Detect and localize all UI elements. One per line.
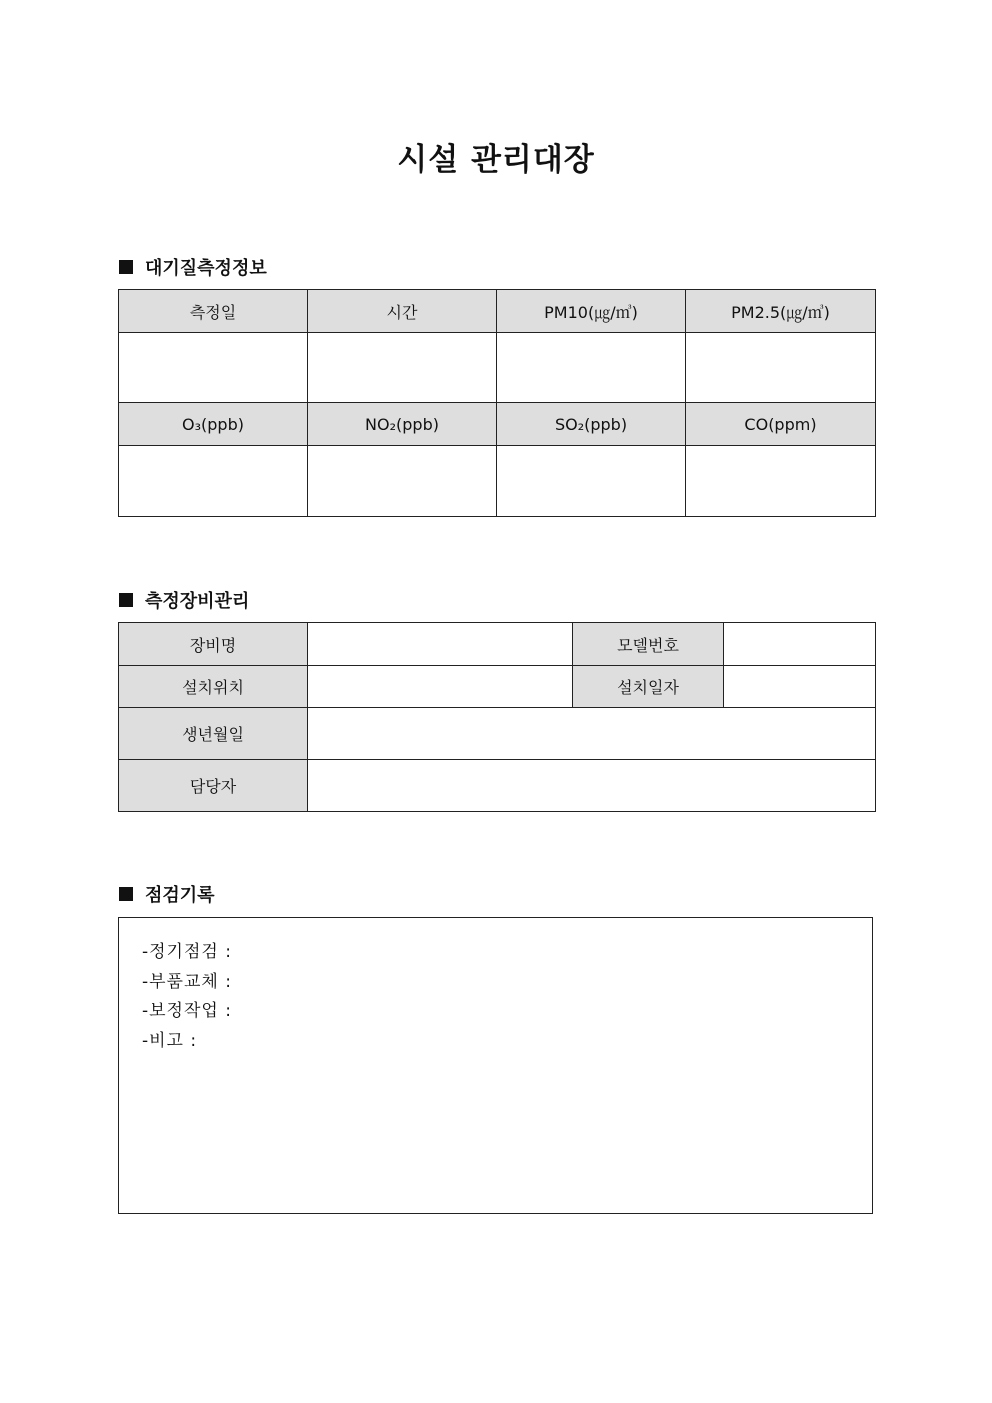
value-equipment-name[interactable] <box>308 623 573 666</box>
label-equipment-name: 장비명 <box>119 623 308 666</box>
table-row <box>119 446 876 517</box>
value-model-number[interactable] <box>724 623 876 666</box>
value-pm10[interactable] <box>497 333 686 403</box>
table-row <box>119 290 876 333</box>
header-co: CO(ppm) <box>686 403 876 446</box>
page-title: 시설 관리대장 <box>397 142 595 178</box>
section-title: 측정장비관리 <box>145 591 250 612</box>
header-measure-date: 측정일 <box>119 290 308 333</box>
header-so2: SO₂(ppb) <box>497 403 686 446</box>
bullet-square-icon <box>119 260 133 274</box>
value-pm25[interactable] <box>686 333 876 403</box>
inspection-line-notes: -비고 : <box>142 1030 198 1051</box>
inspection-record-box[interactable] <box>118 917 873 1214</box>
bullet-square-icon <box>119 593 133 607</box>
value-so2[interactable] <box>497 446 686 517</box>
inspection-line-parts: -부품교체 : <box>142 971 232 992</box>
label-manager: 담당자 <box>119 760 308 812</box>
air-quality-table <box>118 289 876 517</box>
value-install-location[interactable] <box>308 666 573 708</box>
value-no2[interactable] <box>308 446 497 517</box>
table-row <box>119 760 876 812</box>
value-install-date[interactable] <box>724 666 876 708</box>
value-birth-date[interactable] <box>308 708 876 760</box>
label-model-number: 모델번호 <box>573 623 724 666</box>
equipment-table <box>118 622 876 812</box>
value-time[interactable] <box>308 333 497 403</box>
inspection-line-regular: -정기점검 : <box>142 942 232 962</box>
header-pm25: PM2.5(㎍/㎥) <box>686 290 876 333</box>
inspection-line-calibration: -보정작업 : <box>142 1001 232 1021</box>
header-no2: NO₂(ppb) <box>308 403 497 446</box>
header-time: 시간 <box>308 290 497 333</box>
header-o3: O₃(ppb) <box>119 403 308 446</box>
value-manager[interactable] <box>308 760 876 812</box>
value-measure-date[interactable] <box>119 333 308 403</box>
bullet-square-icon <box>119 887 133 901</box>
section-heading-inspection <box>119 881 215 907</box>
label-install-date: 설치일자 <box>573 666 724 708</box>
label-install-location: 설치위치 <box>119 666 308 708</box>
section-heading-air-quality <box>119 254 267 280</box>
section-title: 대기질측정정보 <box>145 258 267 279</box>
table-row <box>119 708 876 760</box>
label-birth-date: 생년월일 <box>119 708 308 760</box>
table-row <box>119 403 876 446</box>
section-title: 점검기록 <box>145 885 215 906</box>
header-pm10: PM10(㎍/㎥) <box>497 290 686 333</box>
section-heading-equipment <box>119 587 249 613</box>
value-o3[interactable] <box>119 446 308 517</box>
value-co[interactable] <box>686 446 876 517</box>
table-row <box>119 333 876 403</box>
table-row <box>119 623 876 666</box>
table-row <box>119 666 876 708</box>
